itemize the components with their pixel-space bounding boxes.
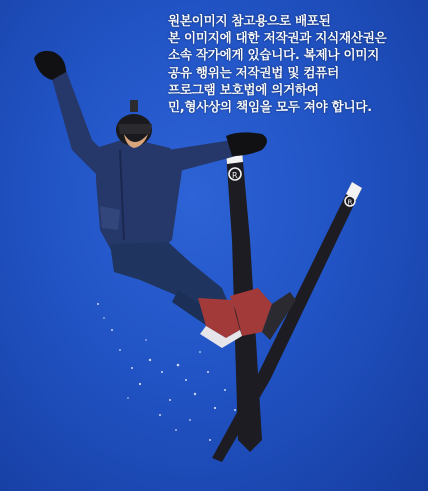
jacket-pocket (100, 206, 120, 230)
goggle-strap (118, 124, 152, 134)
right-glove (226, 132, 267, 156)
right-ski-logo: R (347, 198, 353, 207)
notice-line: 소속 작가에게 있습니다. 복제나 이미지 (168, 47, 380, 63)
helmet-camera (130, 100, 138, 112)
notice-line: 본 이미지에 대한 저작권과 지식재산권은 (168, 30, 387, 46)
notice-line: 프로그램 보호법에 의거하여 (168, 81, 319, 97)
notice-line: 원본이미지 참고용으로 배포된 (168, 13, 331, 28)
copyright-notice (168, 12, 426, 115)
jacket (96, 138, 182, 258)
notice-line: 공유 행위는 저작권법 및 컴퓨터 (168, 64, 339, 80)
left-ski-logo: R (232, 171, 238, 180)
notice-line: 민,형사상의 책임을 모두 져야 합니다. (168, 99, 372, 115)
